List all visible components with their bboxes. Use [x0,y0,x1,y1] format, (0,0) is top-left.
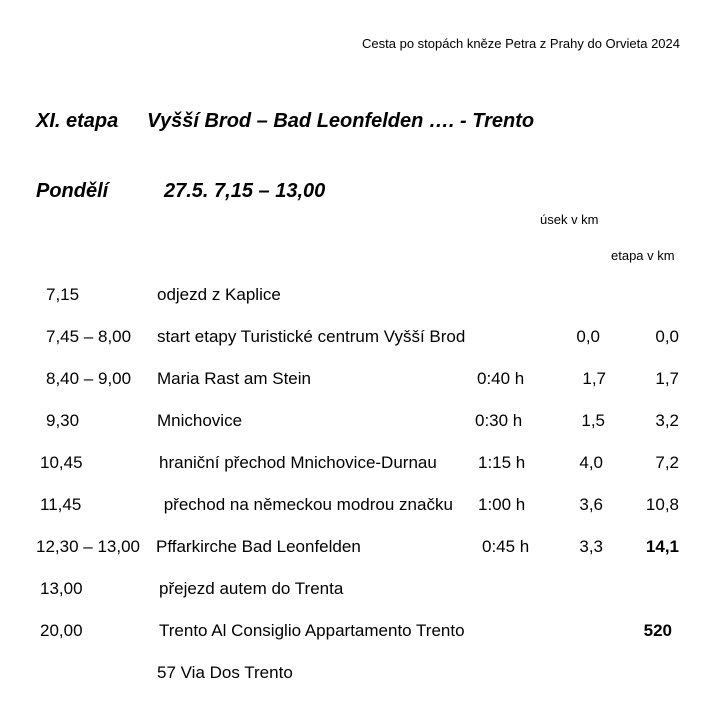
row-cumulative-km: 14,1 [645,537,679,556]
row-time: 12,30 – 13,00 [36,537,140,556]
header-note: Cesta po stopách kněze Petra z Prahy do Orvieta 2024 [362,36,680,51]
row-duration: 0:30 h [475,411,523,430]
row-desc: start etapy Turistické centrum Vyšší Brod [157,327,466,346]
row-time: 7,45 – 8,00 [46,327,132,346]
row-time: 9,30 [46,411,80,430]
row-segment-km: 0,0 [576,327,600,346]
row-segment-km: 3,6 [579,495,603,514]
row-desc: hraniční přechod Mnichovice-Durnau [159,453,437,472]
row-desc: Trento Al Consiglio Appartamento Trento [159,621,465,640]
stage-km-header: etapa v km [611,248,675,263]
day-label: Pondělí [36,180,109,202]
row-duration: 1:00 h [478,495,526,514]
row-cumulative-km: 1,7 [655,369,679,388]
stage-route: Vyšší Brod – Bad Leonfelden …. - Trento [147,110,535,132]
segment-km-header: úsek v km [540,212,599,227]
row-segment-km: 1,5 [581,411,605,430]
row-cumulative-km: 0,0 [655,327,679,346]
row-desc: odjezd z Kaplice [157,285,281,304]
row-cumulative-km: 3,2 [655,411,679,430]
row-segment-km: 4,0 [579,453,603,472]
row-time: 8,40 – 9,00 [46,369,132,388]
row-time: 11,45 [40,495,82,514]
stage-label: XI. etapa [36,110,119,132]
row-desc: přejezd autem do Trenta [159,579,344,598]
row-duration: 0:40 h [477,369,525,388]
row-desc: Pffarkirche Bad Leonfelden [156,537,361,556]
row-cumulative-km: 7,2 [655,453,679,472]
row-desc: 57 Via Dos Trento [157,663,293,682]
row-segment-km: 1,7 [582,369,606,388]
row-time: 20,00 [40,621,83,640]
row-cumulative-km: 10,8 [645,495,679,514]
row-duration: 0:45 h [482,537,530,556]
row-desc: Maria Rast am Stein [157,369,311,388]
day-date-time: 27.5. 7,15 – 13,00 [164,180,326,202]
row-time: 7,15 [46,285,80,304]
row-time: 13,00 [40,579,83,598]
row-desc: Mnichovice [157,411,243,430]
row-duration: 1:15 h [478,453,526,472]
row-desc: přechod na německou modrou značku [159,495,453,514]
row-segment-km: 3,3 [579,537,603,556]
row-cumulative-km: 520 [643,621,672,640]
row-time: 10,45 [40,453,83,472]
